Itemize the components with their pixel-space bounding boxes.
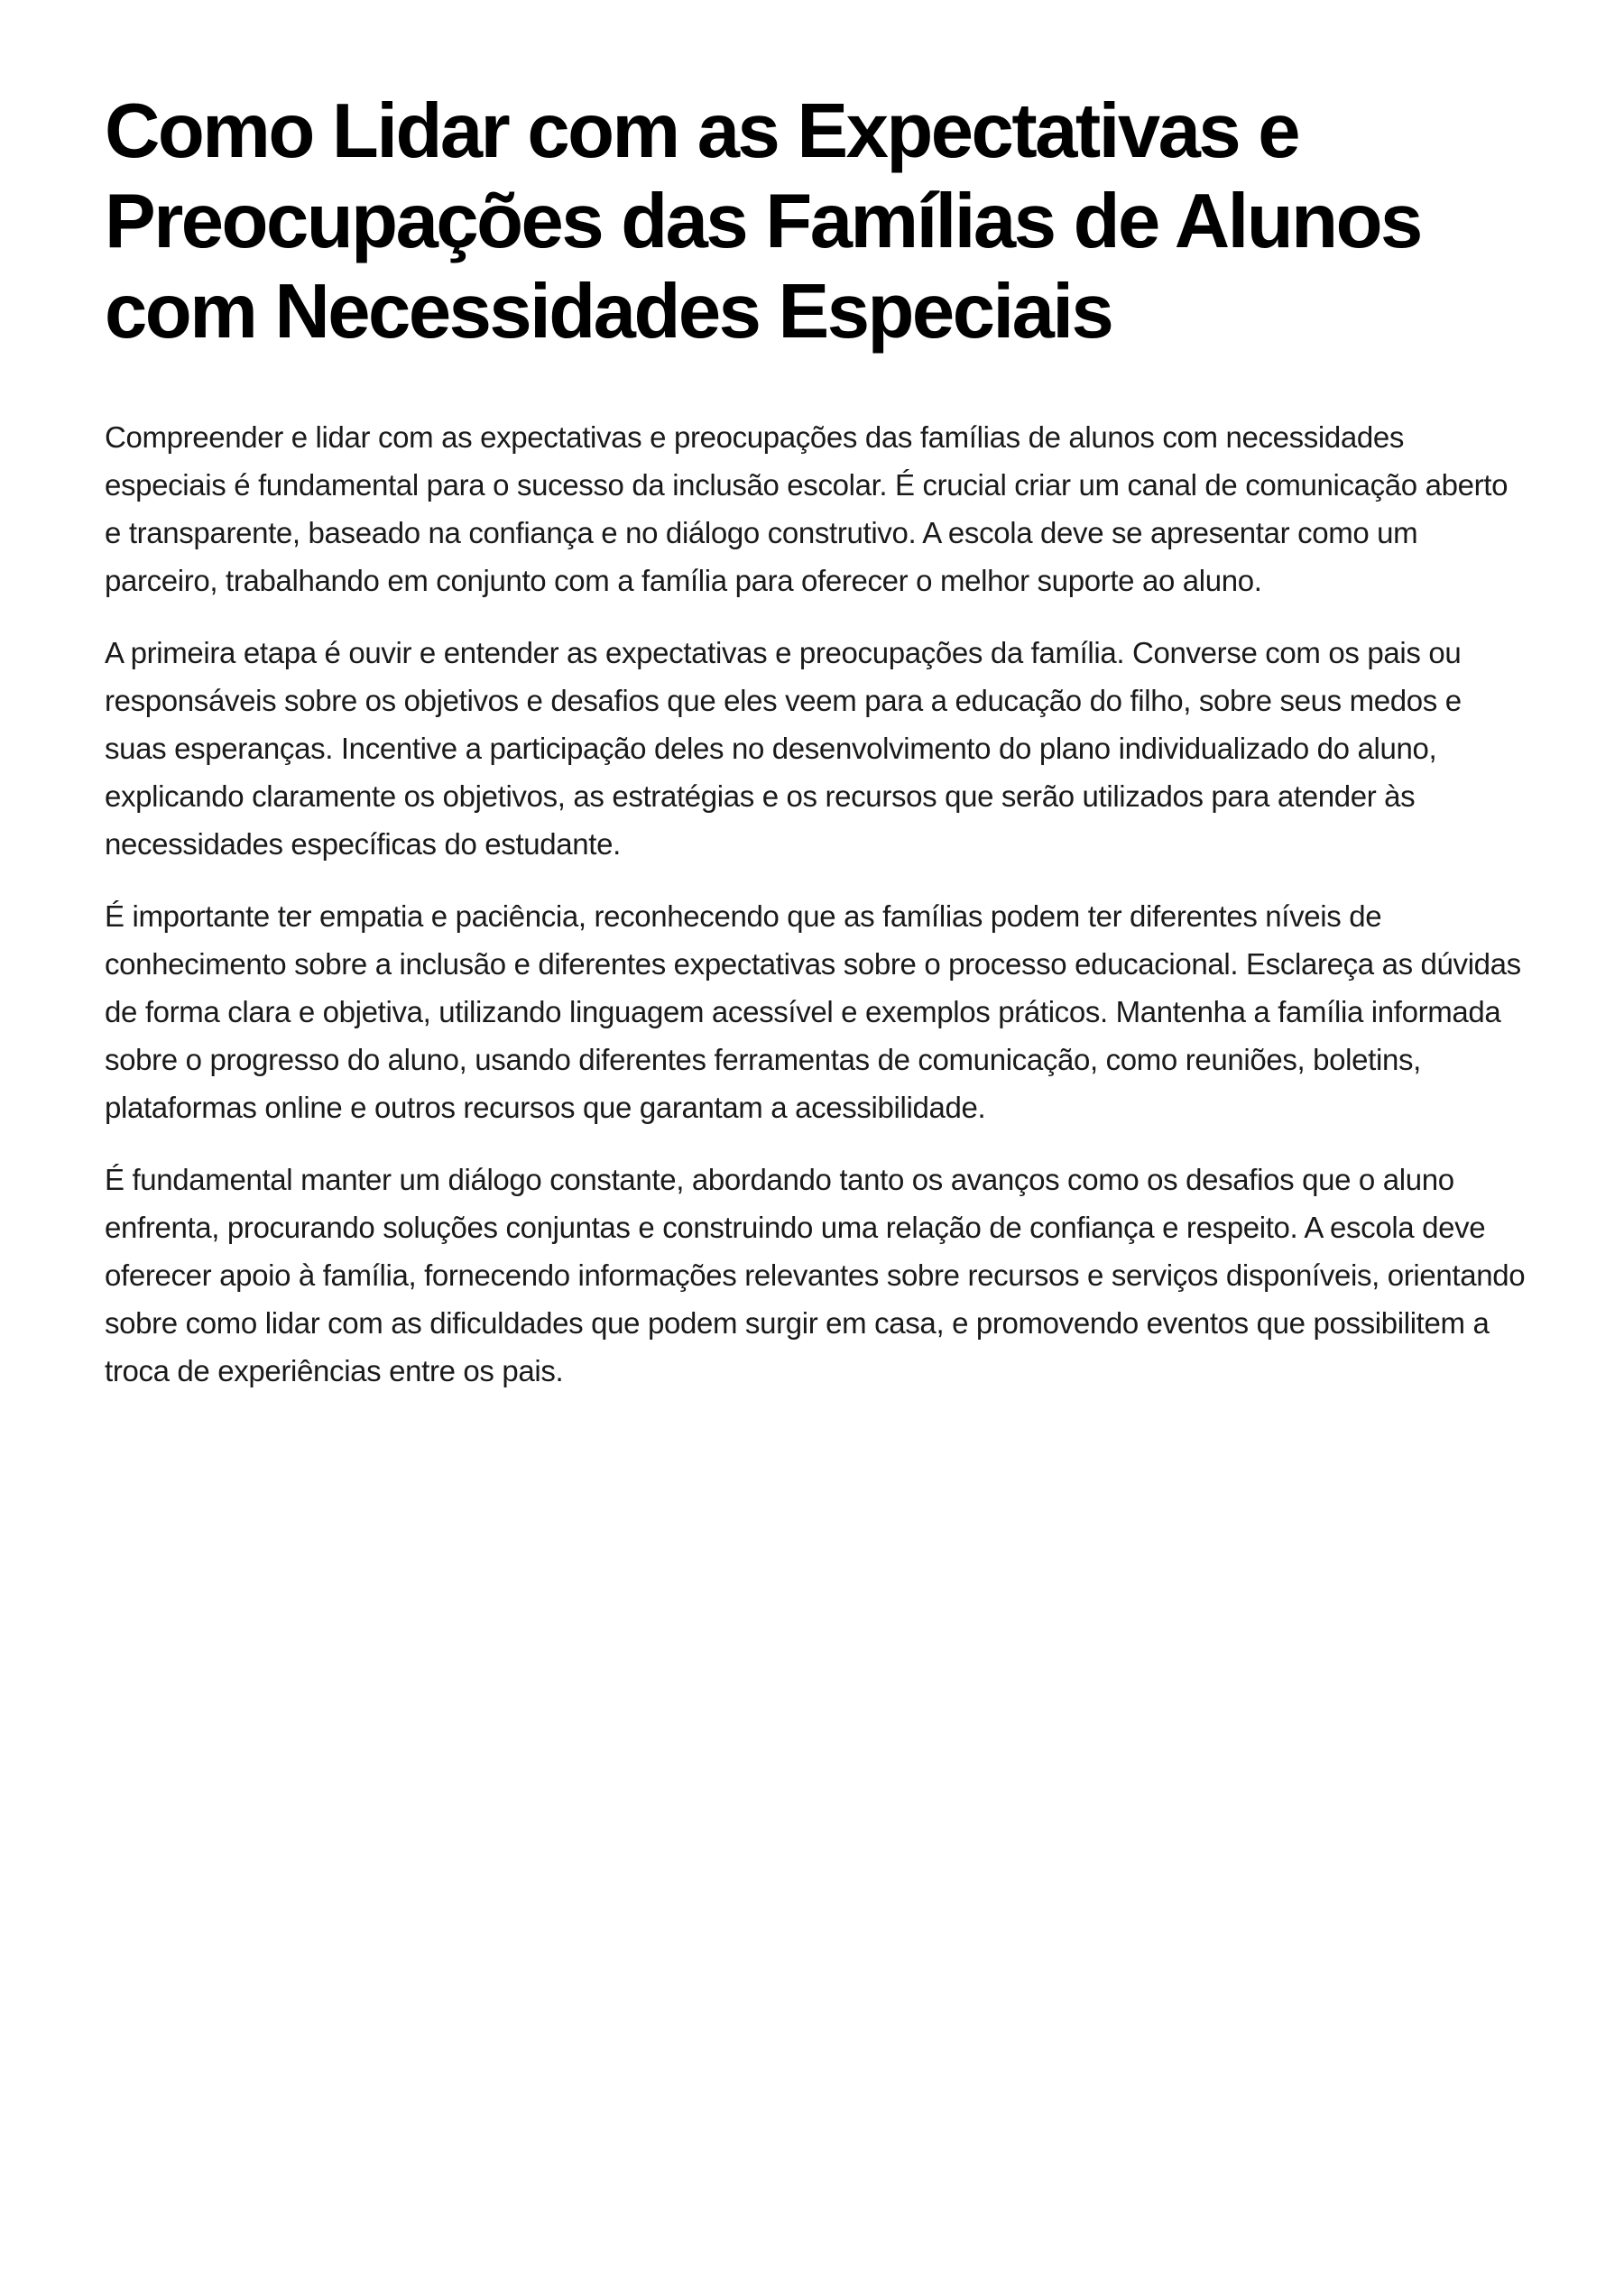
paragraph-2: A primeira etapa é ouvir e entender as expectativas e preocupações da família. Converse com os pais ou responsáveis sobre os objetivos e desafios que eles veem para a educação do filho, sobre seus medos e suas esperanças. Incentive a participação deles no desenvolvimento do plano individualizado do aluno, explicando claramente os objetivos, as estratégias e os recursos que serão utilizados para atender às necessidades específicas do estudante. [105,636,1462,861]
paragraph-1: Compreender e lidar com as expectativas e preocupações das famílias de alunos com necessidades especiais é fundamental para o sucesso da inclusão escolar. É crucial criar um canal de comunicação aberto e transparente, baseado na confiança e no diálogo construtivo. A escola deve se apresentar como um parceiro, trabalhando em conjunto com a família para oferecer o melhor suporte ao aluno. [105,420,1509,597]
document-page [105,87,1530,1419]
paragraph-4: É fundamental manter um diálogo constante, abordando tanto os avanços como os desafios que o aluno enfrenta, procurando soluções conjuntas e construindo uma relação de confiança e respeito. A escola deve oferecer apoio à família, fornecendo informações relevantes sobre recursos e serviços disponíveis, orientando sobre como lidar com as dificuldades que podem surgir em casa, e promovendo eventos que possibilitem a troca de experiências entre os pais. [105,1163,1526,1387]
document-body [105,413,1530,1395]
page-title: Como Lidar com as Expectativas e Preocupações das Famílias de Alunos com Necessidades Especiais [105,88,1421,355]
paragraph-3: É importante ter empatia e paciência, reconhecendo que as famílias podem ter diferentes níveis de conhecimento sobre a inclusão e diferentes expectativas sobre o processo educacional. Esclareça as dúvidas de forma clara e objetiva, utilizando linguagem acessível e exemplos práticos. Mantenha a família informada sobre o progresso do aluno, usando diferentes ferramentas de comunicação, como reuniões, boletins, plataformas online e outros recursos que garantam a acessibilidade. [105,899,1521,1124]
